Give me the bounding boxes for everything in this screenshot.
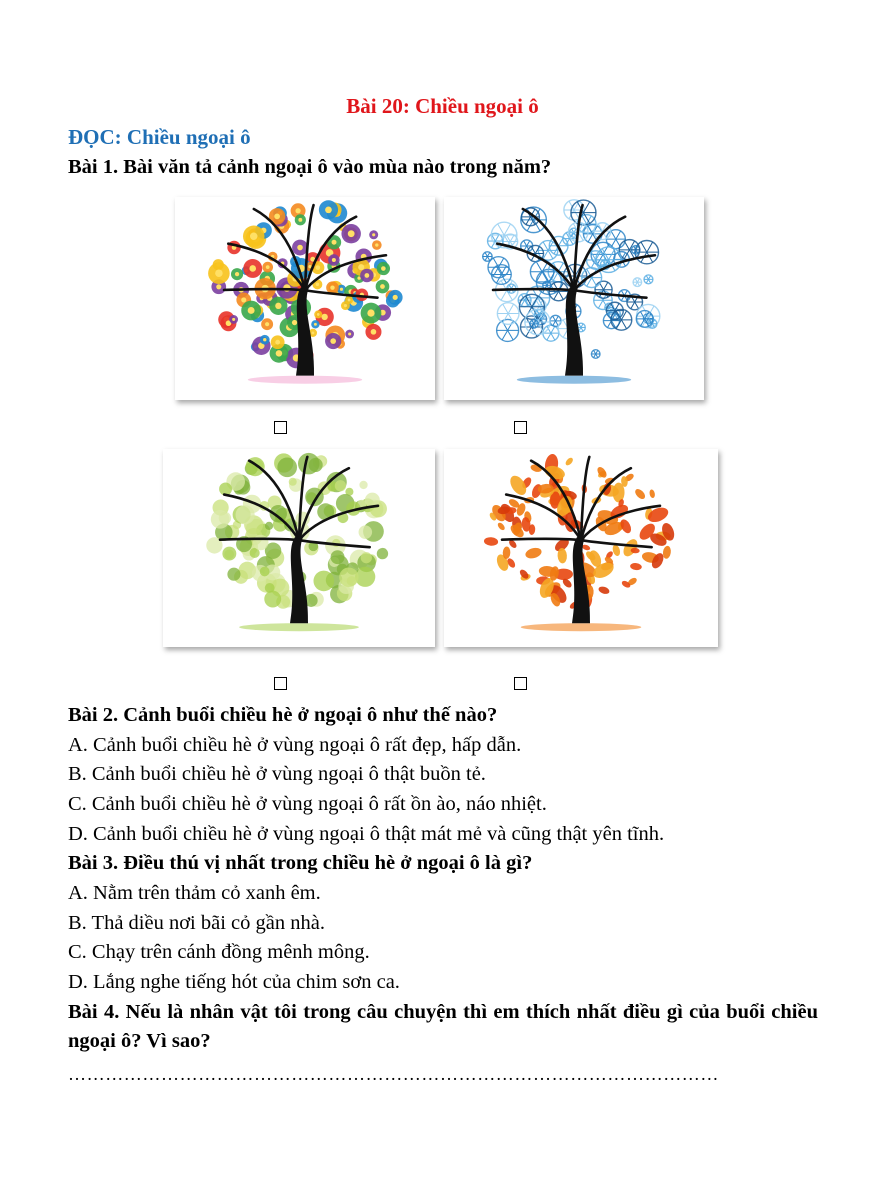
page-title: Bài 20: Chiều ngoại ô [346,94,539,118]
question-2: Bài 2. Cảnh buổi chiều hè ở ngoại ô như thế nào? [68,704,498,726]
checkbox-summer[interactable] [274,677,287,690]
winter-tree-icon [444,197,704,400]
question-1: Bài 1. Bài văn tả cảnh ngoại ô vào mùa nào trong năm? [68,156,552,178]
summer-tree-icon [163,449,435,647]
section-heading: ĐỌC: Chiều ngoại ô [68,125,251,149]
summer-tree-image [163,449,435,647]
winter-tree-image [444,197,704,400]
q2-option-c[interactable]: C. Cảnh buổi chiều hè ở vùng ngoại ô rất ồn ào, náo nhiệt. [68,793,547,815]
spring-tree-image [175,197,435,400]
question-3: Bài 3. Điều thú vị nhất trong chiều hè ở ngoại ô là gì? [68,852,533,874]
q2-option-d[interactable]: D. Cảnh buổi chiều hè ở vùng ngoại ô thật mát mẻ và cũng thật yên tĩnh. [68,823,665,845]
q3-option-a[interactable]: A. Nằm trên thảm cỏ xanh êm. [68,882,321,904]
q2-option-b[interactable]: B. Cảnh buổi chiều hè ở vùng ngoại ô thật buồn tẻ. [68,763,486,785]
spring-tree-icon [175,197,435,400]
checkbox-spring[interactable] [274,421,287,434]
q3-option-b[interactable]: B. Thả diều nơi bãi cỏ gần nhà. [68,912,325,934]
answer-line[interactable]: …………………………………………………………………………………………… [68,1064,719,1084]
q2-option-a[interactable]: A. Cảnh buổi chiều hè ở vùng ngoại ô rất đẹp, hấp dẫn. [68,734,522,756]
q3-option-c[interactable]: C. Chạy trên cánh đồng mênh mông. [68,941,370,963]
checkbox-autumn[interactable] [514,677,527,690]
autumn-tree-image [444,449,718,647]
q3-option-d[interactable]: D. Lắng nghe tiếng hót của chim sơn ca. [68,971,400,993]
autumn-tree-icon [444,449,718,647]
checkbox-winter[interactable] [514,421,527,434]
question-4: Bài 4. Nếu là nhân vật tôi trong câu chuyện thì em thích nhất điều gì của buổi chiều ngoại ô? Vì sao? [68,1001,818,1052]
